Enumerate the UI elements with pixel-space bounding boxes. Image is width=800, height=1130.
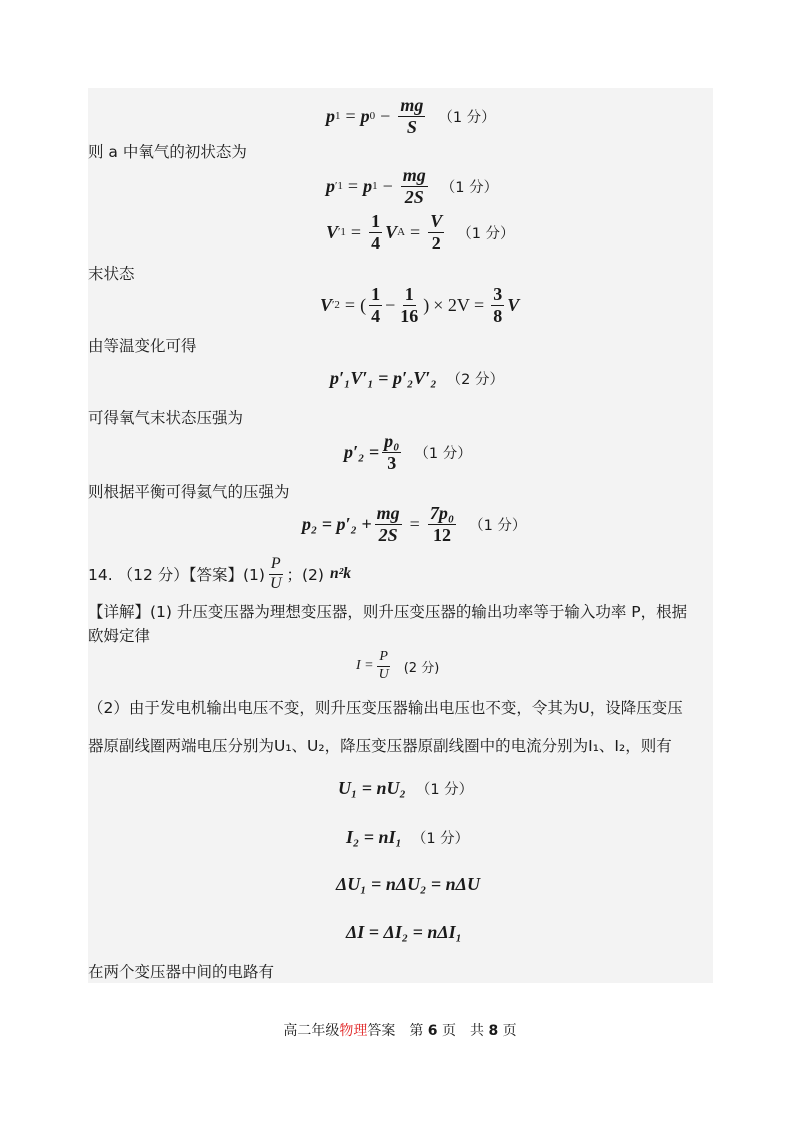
detail-line: 【详解】(1) 升压变压器为理想变压器，则升压变压器的输出功率等于输入功率 P，根据 <box>88 603 688 621</box>
equation-p2: p₂ = p′₂ + $\frac{mg}{2S}$ = $\frac{\text{7p₀}}{12}$ （1 分） <box>302 503 527 545</box>
score: （1 分） <box>415 782 474 798</box>
score: （1 分） <box>438 109 496 126</box>
detail-line: 器原副线圈两端电压分别为U₁、U₂，降压变压器原副线圈中的电流分别为I₁、I₂，则有 <box>88 737 672 755</box>
score: （1 分） <box>414 445 472 462</box>
subject-label: 物理 <box>339 1023 368 1039</box>
equation-p2-prime: p′₂ = $\frac{\text{p₀}}{3}$ （1 分） <box>344 431 472 473</box>
text-line: 由等温变化可得 <box>88 337 197 355</box>
detail-line: 欧姆定律 <box>88 627 151 645</box>
equation-p1: p 1 = p 0 − $\frac{mg}{S}$ （1 分） <box>326 95 496 137</box>
equation-delta-u: ΔU₁ = nΔU₂ = nΔU <box>336 874 480 894</box>
equation-delta-i: ΔI = ΔI₂ = nΔI₁ <box>346 922 462 942</box>
text-line: 则 a 中氧气的初状态为 <box>88 143 247 161</box>
equation-v2-prime: V ′ 2 = ( $\frac{1}{4}$ − $\frac{1}{16}$ ) × 2V = $\frac{3}{8}$ V <box>320 284 520 326</box>
equation-p1-prime: p ′ 1 = p 1 − $\frac{mg}{2S}$ （1 分） <box>326 165 499 207</box>
score: （1 分） <box>457 225 515 242</box>
equation-isothermal: p′₁V′₁ = p′₂V′₂ （2 分） <box>330 368 504 388</box>
text-line: 可得氧气末状态压强为 <box>88 409 244 427</box>
text-line: 则根据平衡可得氦气的压强为 <box>88 483 290 501</box>
score: （2 分） <box>446 372 504 388</box>
text-line: 末状态 <box>88 265 135 283</box>
equation-current-ratio: I₂ = nI₁ （1 分） <box>346 827 470 847</box>
question-14-answer: 14. （12 分）【答案】(1) $\frac{P}{U}$ ；(2) n²k <box>88 555 351 592</box>
equation-v1-prime: V ′ 1 = $\frac{1}{4}$ V A = $\frac{V}{2}$ （1 分） <box>326 211 515 253</box>
text-line: 在两个变压器中间的电路有 <box>88 963 275 981</box>
equation-voltage-ratio: U₁ = nU₂ （1 分） <box>338 778 474 798</box>
score: (2 分) <box>403 660 440 676</box>
page-number: 6 <box>427 1023 438 1039</box>
detail-line: （2）由于发电机输出电压不变，则升压变压器输出电压也不变，令其为U，设降压变压 <box>88 699 683 717</box>
score: （1 分） <box>411 831 470 847</box>
score: （1 分） <box>440 179 499 196</box>
score: （1 分） <box>469 517 527 534</box>
equation-current: I = $\frac{P}{U}$ (2 分) <box>356 649 440 682</box>
page-footer: 高二年级物理答案 第 6 页 共 8 页 <box>283 1023 517 1039</box>
page-total: 8 <box>488 1023 499 1039</box>
